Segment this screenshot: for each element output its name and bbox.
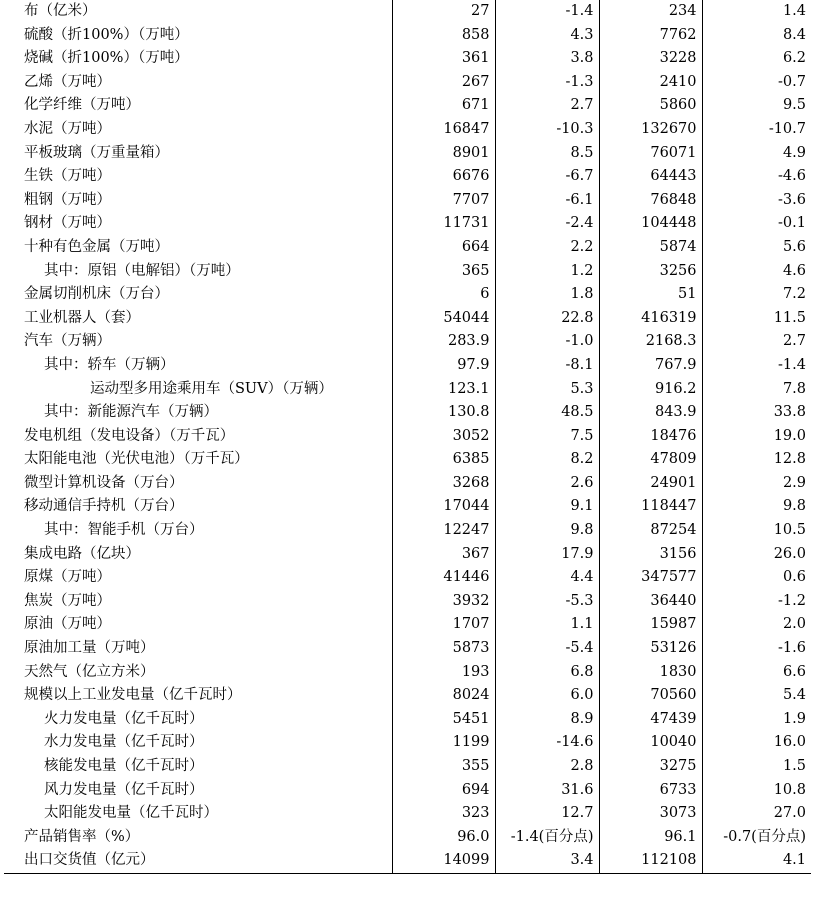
value-cell-v4: 2.9	[702, 472, 811, 496]
value-cell-v4: 4.6	[702, 260, 811, 284]
product-name-cell: 钢材（万吨）	[24, 215, 111, 232]
value-cell-v3: 6733	[599, 779, 702, 803]
product-name-cell: 太阳能发电量（亿千瓦时）	[44, 805, 218, 822]
product-name-cell: 核能发电量（亿千瓦时）	[44, 758, 204, 774]
value-cell-v2: 2.6	[495, 472, 599, 496]
value-cell-v4: 26.0	[702, 543, 811, 567]
value-cell-v1: 193	[392, 661, 495, 685]
value-cell-v1: 361	[392, 47, 495, 71]
value-cell-v1: 3052	[392, 425, 495, 449]
value-cell-v1: 96.0	[392, 826, 495, 850]
value-cell-v3: 53126	[599, 637, 702, 661]
value-cell-v3: 767.9	[599, 354, 702, 378]
value-cell-v3: 347577	[599, 566, 702, 590]
table-row	[4, 849, 811, 873]
value-cell-v2: 1.8	[495, 283, 599, 307]
value-cell-v4: 7.2	[702, 283, 811, 307]
product-name-cell: 其中：智能手机（万台）	[44, 522, 204, 539]
product-name-cell: 生铁（万吨）	[24, 168, 111, 185]
value-cell-v4: 9.8	[702, 495, 811, 519]
value-cell-v4: 4.9	[702, 142, 811, 166]
value-cell-v1: 7707	[392, 189, 495, 213]
product-name-cell: 金属切削机床（万台）	[24, 286, 169, 303]
value-cell-v4: 4.1	[702, 849, 811, 873]
product-name-cell: 布（亿米）	[24, 3, 97, 19]
table-row	[4, 755, 811, 779]
value-cell-v2: 2.2	[495, 236, 599, 260]
value-cell-v1: 130.8	[392, 401, 495, 425]
value-cell-v2: 7.5	[495, 425, 599, 449]
value-cell-v2: -8.1	[495, 354, 599, 378]
table-row	[4, 260, 811, 284]
value-cell-v3: 51	[599, 283, 702, 307]
value-cell-v2: 4.3	[495, 24, 599, 48]
value-cell-v4: 33.8	[702, 401, 811, 425]
table-row	[4, 495, 811, 519]
product-name-cell: 水力发电量（亿千瓦时）	[44, 734, 204, 751]
value-cell-v4: -0.7(百分点)	[702, 826, 811, 850]
value-cell-v2: 31.6	[495, 779, 599, 803]
value-cell-v2: 1.1	[495, 613, 599, 637]
value-cell-v2: -1.0	[495, 330, 599, 354]
value-cell-v4: 11.5	[702, 307, 811, 331]
value-cell-v3: 64443	[599, 165, 702, 189]
value-cell-v1: 283.9	[392, 330, 495, 354]
product-name-cell: 发电机组（发电设备）（万千瓦）	[24, 427, 235, 444]
value-cell-v2: 5.3	[495, 378, 599, 402]
product-name-cell: 火力发电量（亿千瓦时）	[44, 710, 204, 727]
product-name-cell: 原煤（万吨）	[24, 569, 111, 586]
value-cell-v3: 3256	[599, 260, 702, 284]
value-cell-v4: 6.2	[702, 47, 811, 71]
value-cell-v1: 1199	[392, 731, 495, 755]
value-cell-v4: 1.9	[702, 708, 811, 732]
value-cell-v2: 22.8	[495, 307, 599, 331]
table-body	[4, 0, 811, 873]
value-cell-v4: 2.0	[702, 613, 811, 637]
value-cell-v4: -1.2	[702, 590, 811, 614]
value-cell-v3: 416319	[599, 307, 702, 331]
value-cell-v1: 17044	[392, 495, 495, 519]
value-cell-v1: 3932	[392, 590, 495, 614]
value-cell-v2: -1.4(百分点)	[495, 826, 599, 850]
value-cell-v1: 97.9	[392, 354, 495, 378]
value-cell-v1: 8901	[392, 142, 495, 166]
value-cell-v1: 6385	[392, 448, 495, 472]
value-cell-v2: -1.3	[495, 71, 599, 95]
value-cell-v1: 5873	[392, 637, 495, 661]
table-row	[4, 378, 811, 402]
value-cell-v1: 16847	[392, 118, 495, 142]
value-cell-v1: 664	[392, 236, 495, 260]
value-cell-v3: 234	[599, 0, 702, 24]
value-cell-v3: 132670	[599, 118, 702, 142]
value-cell-v3: 10040	[599, 731, 702, 755]
value-cell-v4: 12.8	[702, 448, 811, 472]
value-cell-v4: -1.6	[702, 637, 811, 661]
value-cell-v4: 5.6	[702, 236, 811, 260]
value-cell-v3: 24901	[599, 472, 702, 496]
product-name-cell: 太阳能电池（光伏电池）（万千瓦）	[24, 451, 249, 468]
value-cell-v4: 8.4	[702, 24, 811, 48]
table-row	[4, 425, 811, 449]
value-cell-v4: 1.4	[702, 0, 811, 24]
value-cell-v2: -5.3	[495, 590, 599, 614]
product-name-cell: 汽车（万辆）	[24, 333, 111, 350]
product-name-cell: 移动通信手持机（万台）	[24, 498, 184, 515]
value-cell-v2: 48.5	[495, 401, 599, 425]
product-name-cell: 硫酸（折100%）（万吨）	[24, 26, 189, 43]
table-row	[4, 590, 811, 614]
value-cell-v1: 41446	[392, 566, 495, 590]
value-cell-v3: 3228	[599, 47, 702, 71]
value-cell-v4: 10.5	[702, 519, 811, 543]
value-cell-v3: 70560	[599, 684, 702, 708]
value-cell-v4: 0.6	[702, 566, 811, 590]
table-row	[4, 24, 811, 48]
table-row	[4, 448, 811, 472]
value-cell-v2: 17.9	[495, 543, 599, 567]
product-name-cell: 微型计算机设备（万台）	[24, 474, 184, 491]
table-row	[4, 519, 811, 543]
table-row	[4, 236, 811, 260]
value-cell-v3: 76848	[599, 189, 702, 213]
value-cell-v4: -4.6	[702, 165, 811, 189]
value-cell-v1: 3268	[392, 472, 495, 496]
value-cell-v1: 8024	[392, 684, 495, 708]
product-name-cell: 其中：原铝（电解铝）（万吨）	[44, 262, 240, 279]
table-row	[4, 826, 811, 850]
product-name-cell: 其中：新能源汽车（万辆）	[44, 404, 218, 421]
value-cell-v4: 27.0	[702, 802, 811, 826]
value-cell-v2: 1.2	[495, 260, 599, 284]
value-cell-v3: 2410	[599, 71, 702, 95]
value-cell-v3: 2168.3	[599, 330, 702, 354]
value-cell-v2: -1.4	[495, 0, 599, 24]
table-row	[4, 613, 811, 637]
product-name-cell: 十种有色金属（万吨）	[24, 238, 169, 255]
value-cell-v3: 112108	[599, 849, 702, 873]
table-row	[4, 307, 811, 331]
value-cell-v3: 916.2	[599, 378, 702, 402]
table-row	[4, 142, 811, 166]
value-cell-v1: 54044	[392, 307, 495, 331]
value-cell-v2: 8.2	[495, 448, 599, 472]
value-cell-v3: 36440	[599, 590, 702, 614]
table-row	[4, 330, 811, 354]
product-name-cell: 粗钢（万吨）	[24, 191, 111, 208]
table-row	[4, 212, 811, 236]
table-row	[4, 566, 811, 590]
value-cell-v4: 10.8	[702, 779, 811, 803]
value-cell-v1: 671	[392, 94, 495, 118]
product-name-cell: 焦炭（万吨）	[24, 592, 111, 609]
value-cell-v3: 118447	[599, 495, 702, 519]
table-row	[4, 94, 811, 118]
production-table	[4, 0, 811, 874]
value-cell-v1: 267	[392, 71, 495, 95]
value-cell-v4: 9.5	[702, 94, 811, 118]
value-cell-v2: -10.3	[495, 118, 599, 142]
value-cell-v4: -3.6	[702, 189, 811, 213]
value-cell-v3: 843.9	[599, 401, 702, 425]
value-cell-v3: 15987	[599, 613, 702, 637]
value-cell-v3: 3275	[599, 755, 702, 779]
table-row	[4, 71, 811, 95]
value-cell-v4: 6.6	[702, 661, 811, 685]
value-cell-v1: 5451	[392, 708, 495, 732]
product-name-cell: 乙烯（万吨）	[24, 73, 111, 90]
table-row	[4, 779, 811, 803]
value-cell-v1: 6	[392, 283, 495, 307]
value-cell-v2: 2.8	[495, 755, 599, 779]
value-cell-v4: 19.0	[702, 425, 811, 449]
value-cell-v3: 18476	[599, 425, 702, 449]
value-cell-v1: 11731	[392, 212, 495, 236]
table-row	[4, 661, 811, 685]
value-cell-v3: 104448	[599, 212, 702, 236]
value-cell-v1: 12247	[392, 519, 495, 543]
value-cell-v3: 3073	[599, 802, 702, 826]
value-cell-v1: 1707	[392, 613, 495, 637]
value-cell-v2: 9.1	[495, 495, 599, 519]
value-cell-v2: 6.8	[495, 661, 599, 685]
value-cell-v3: 47439	[599, 708, 702, 732]
table-row	[4, 47, 811, 71]
table-row	[4, 637, 811, 661]
value-cell-v4: 2.7	[702, 330, 811, 354]
value-cell-v1: 365	[392, 260, 495, 284]
product-name-cell: 水泥（万吨）	[24, 120, 111, 137]
table-row	[4, 543, 811, 567]
value-cell-v2: -14.6	[495, 731, 599, 755]
value-cell-v4: -0.1	[702, 212, 811, 236]
value-cell-v3: 96.1	[599, 826, 702, 850]
value-cell-v4: -10.7	[702, 118, 811, 142]
value-cell-v4: -0.7	[702, 71, 811, 95]
value-cell-v3: 5860	[599, 94, 702, 118]
value-cell-v2: 9.8	[495, 519, 599, 543]
table-row	[4, 802, 811, 826]
value-cell-v1: 367	[392, 543, 495, 567]
value-cell-v2: -6.1	[495, 189, 599, 213]
value-cell-v2: -5.4	[495, 637, 599, 661]
table-row	[4, 0, 811, 24]
table-row	[4, 731, 811, 755]
value-cell-v1: 14099	[392, 849, 495, 873]
value-cell-v2: -6.7	[495, 165, 599, 189]
value-cell-v2: 2.7	[495, 94, 599, 118]
value-cell-v3: 5874	[599, 236, 702, 260]
table-row	[4, 472, 811, 496]
product-name-cell: 集成电路（亿块）	[24, 545, 140, 562]
value-cell-v3: 7762	[599, 24, 702, 48]
product-name-cell: 平板玻璃（万重量箱）	[24, 144, 169, 161]
value-cell-v3: 76071	[599, 142, 702, 166]
value-cell-v1: 323	[392, 802, 495, 826]
value-cell-v4: 7.8	[702, 378, 811, 402]
value-cell-v2: -2.4	[495, 212, 599, 236]
table-row	[4, 684, 811, 708]
value-cell-v3: 87254	[599, 519, 702, 543]
table-row	[4, 708, 811, 732]
value-cell-v1: 6676	[392, 165, 495, 189]
table-row	[4, 118, 811, 142]
table-row	[4, 189, 811, 213]
value-cell-v2: 4.4	[495, 566, 599, 590]
value-cell-v1: 355	[392, 755, 495, 779]
product-name-cell: 原油（万吨）	[24, 616, 111, 633]
value-cell-v1: 123.1	[392, 378, 495, 402]
product-name-cell: 天然气（亿立方米）	[24, 663, 155, 680]
value-cell-v2: 12.7	[495, 802, 599, 826]
value-cell-v4: -1.4	[702, 354, 811, 378]
product-name-cell: 其中：轿车（万辆）	[44, 356, 175, 373]
product-name-cell: 出口交货值（亿元）	[4, 849, 392, 873]
product-name-cell: 工业机器人（套）	[24, 309, 140, 326]
value-cell-v1: 694	[392, 779, 495, 803]
table-row	[4, 283, 811, 307]
table-row	[4, 165, 811, 189]
table-row	[4, 401, 811, 425]
value-cell-v2: 3.8	[495, 47, 599, 71]
value-cell-v4: 16.0	[702, 731, 811, 755]
value-cell-v2: 8.9	[495, 708, 599, 732]
value-cell-v3: 47809	[599, 448, 702, 472]
product-name-cell: 产品销售率（%）	[24, 828, 140, 845]
value-cell-v1: 27	[392, 0, 495, 24]
value-cell-v2: 8.5	[495, 142, 599, 166]
value-cell-v4: 5.4	[702, 684, 811, 708]
product-name-cell: 烧碱（折100%）（万吨）	[24, 50, 189, 67]
product-name-cell: 规模以上工业发电量（亿千瓦时）	[24, 687, 242, 704]
value-cell-v3: 1830	[599, 661, 702, 685]
value-cell-v2: 3.4	[495, 849, 599, 873]
value-cell-v1: 858	[392, 24, 495, 48]
table-row	[4, 354, 811, 378]
value-cell-v3: 3156	[599, 543, 702, 567]
product-name-cell: 原油加工量（万吨）	[24, 640, 155, 657]
product-name-cell: 运动型多用途乘用车（SUV）（万辆）	[90, 380, 333, 397]
product-name-cell: 化学纤维（万吨）	[24, 97, 140, 114]
product-name-cell: 风力发电量（亿千瓦时）	[44, 781, 204, 798]
value-cell-v2: 6.0	[495, 684, 599, 708]
value-cell-v4: 1.5	[702, 755, 811, 779]
